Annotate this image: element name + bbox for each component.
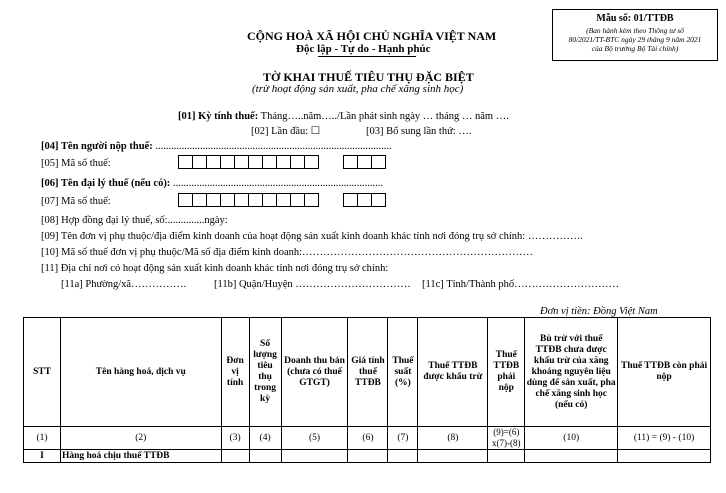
index-row <box>24 427 711 450</box>
col-header-quantity: Số lượng tiêu thụ trong kỳ <box>249 318 281 427</box>
index-cell: (9)=(6) x(7)-(8) <box>488 427 525 450</box>
motto: Độc lập - Tự do - Hạnh phúc <box>296 43 431 55</box>
index-cell: (2) <box>60 427 221 450</box>
motto-underline <box>318 56 416 57</box>
col-header-name: Tên hàng hoá, dịch vụ <box>60 318 221 427</box>
form-note-line-2: 80/2021/TT-BTC ngày 29 tháng 9 năm 2021 <box>568 35 702 44</box>
tax-period-line <box>178 110 509 123</box>
col-header-tax-rate: Thuế suất (%) <box>388 318 418 427</box>
index-cell: (5) <box>281 427 348 450</box>
tax-period-label: [01] Kỳ tính thuế: <box>178 111 259 122</box>
table-cell[interactable] <box>525 450 618 463</box>
form-code: Mẫu số: 01/TTĐB <box>596 13 674 24</box>
agent-tax-code-suffix-boxes[interactable] <box>343 193 385 207</box>
tax-code-boxes[interactable] <box>178 155 318 169</box>
table-cell[interactable] <box>348 450 388 463</box>
section-row <box>24 450 711 463</box>
index-cell: (7) <box>388 427 418 450</box>
col-header-stt: STT <box>24 318 61 427</box>
form-note-line-1: (Ban hành kèm theo Thông tư số <box>586 26 684 35</box>
table-cell[interactable] <box>281 450 348 463</box>
supplement-line <box>366 125 471 138</box>
tax-table <box>23 317 711 463</box>
table-cell[interactable] <box>418 450 488 463</box>
business-address-label: [11] Địa chỉ nơi có hoạt động sản xuất kinh doanh khác tỉnh nơi đóng trụ sở chính: <box>41 263 389 274</box>
section-name: Hàng hoá chịu thuế TTĐB <box>60 450 221 463</box>
col-header-taxable-price: Giá tính thuế TTĐB <box>348 318 388 427</box>
agency-contract-field[interactable]: [08] Hợp đồng đại lý thuế, số:..............ngày: <box>41 215 228 226</box>
index-cell: (10) <box>525 427 618 450</box>
col-header-unit: Đơn vị tính <box>221 318 249 427</box>
country-name: CỘNG HOÀ XÃ HỘI CHỦ NGHĨA VIỆT NAM <box>247 29 497 43</box>
agent-tax-code-boxes[interactable] <box>178 193 318 207</box>
ward-field[interactable]: [11a] Phường/xã……………. <box>61 279 187 290</box>
dependent-unit-tax-code-field[interactable]: [10] Mã số thuế đơn vị phụ thuộc/Mã số địa điểm kinh doanh:………………………………………………………… <box>41 247 534 258</box>
index-cell: (11) = (9) - (10) <box>618 427 711 450</box>
first-time-line <box>251 125 320 138</box>
tax-period-value[interactable]: Tháng…..năm…../Lần phát sinh ngày … tháng … năm …. <box>260 111 509 122</box>
index-cell: (4) <box>249 427 281 450</box>
dependent-unit-name-field[interactable]: [09] Tên đơn vị phụ thuộc/địa điểm kinh doanh của hoạt động sản xuất kinh doanh khác tỉnh nơi đóng trụ sở chính: ……………. <box>41 231 583 242</box>
first-time-label: [02] Lần đầu: <box>251 126 309 137</box>
col-header-revenue: Doanh thu bán (chưa có thuế GTGT) <box>281 318 348 427</box>
section-stt: I <box>24 450 61 463</box>
col-header-payable: Thuế TTĐB phải nộp <box>488 318 525 427</box>
index-cell: (8) <box>418 427 488 450</box>
tax-agent-name-field <box>41 177 383 190</box>
form-subtitle: (trừ hoạt động sản xuất, pha chế xăng sinh học) <box>252 83 464 95</box>
form-code-box <box>552 9 718 61</box>
form-title: TỜ KHAI THUẾ TIÊU THỤ ĐẶC BIỆT <box>263 70 474 84</box>
index-cell: (3) <box>221 427 249 450</box>
province-field[interactable]: [11c] Tỉnh/Thành phố………………………… <box>422 279 620 290</box>
district-field[interactable]: [11b] Quận/Huyện …………………………… <box>214 279 411 290</box>
table-cell[interactable] <box>388 450 418 463</box>
table-cell[interactable] <box>618 450 711 463</box>
index-cell: (1) <box>24 427 61 450</box>
col-header-remaining: Thuế TTĐB còn phải nộp <box>618 318 711 427</box>
taxpayer-name-field <box>41 140 392 153</box>
tax-agent-name-dots[interactable]: ................................................................................ <box>172 178 383 189</box>
supplement-value[interactable]: …. <box>458 126 472 137</box>
table-cell[interactable] <box>221 450 249 463</box>
first-time-checkbox[interactable]: ☐ <box>310 126 321 137</box>
table-cell[interactable] <box>249 450 281 463</box>
table-cell[interactable] <box>488 450 525 463</box>
tax-code-label: [05] Mã số thuế: <box>41 158 111 169</box>
index-cell: (6) <box>348 427 388 450</box>
col-header-offset: Bù trừ với thuế TTĐB chưa được khấu trừ của xăng khoáng nguyên liệu dùng để sản xuất, pha chế xăng sinh học (nếu có) <box>525 318 618 427</box>
currency-unit: Đơn vị tiền: Đồng Việt Nam <box>540 306 658 317</box>
taxpayer-name-dots[interactable]: .......................................................................................... <box>155 141 392 152</box>
tax-code-suffix-boxes[interactable] <box>343 155 385 169</box>
agent-tax-code-label: [07] Mã số thuế: <box>41 196 111 207</box>
taxpayer-name-label: [04] Tên người nộp thuế: <box>41 141 153 152</box>
table-header-row <box>24 318 711 427</box>
supplement-label: [03] Bổ sung lần thứ: <box>366 126 456 137</box>
form-note-line-3: của Bộ trưởng Bộ Tài chính) <box>591 44 679 53</box>
tax-agent-name-label: [06] Tên đại lý thuế (nếu có): <box>41 178 171 189</box>
col-header-deductible: Thuế TTĐB được khấu trừ <box>418 318 488 427</box>
